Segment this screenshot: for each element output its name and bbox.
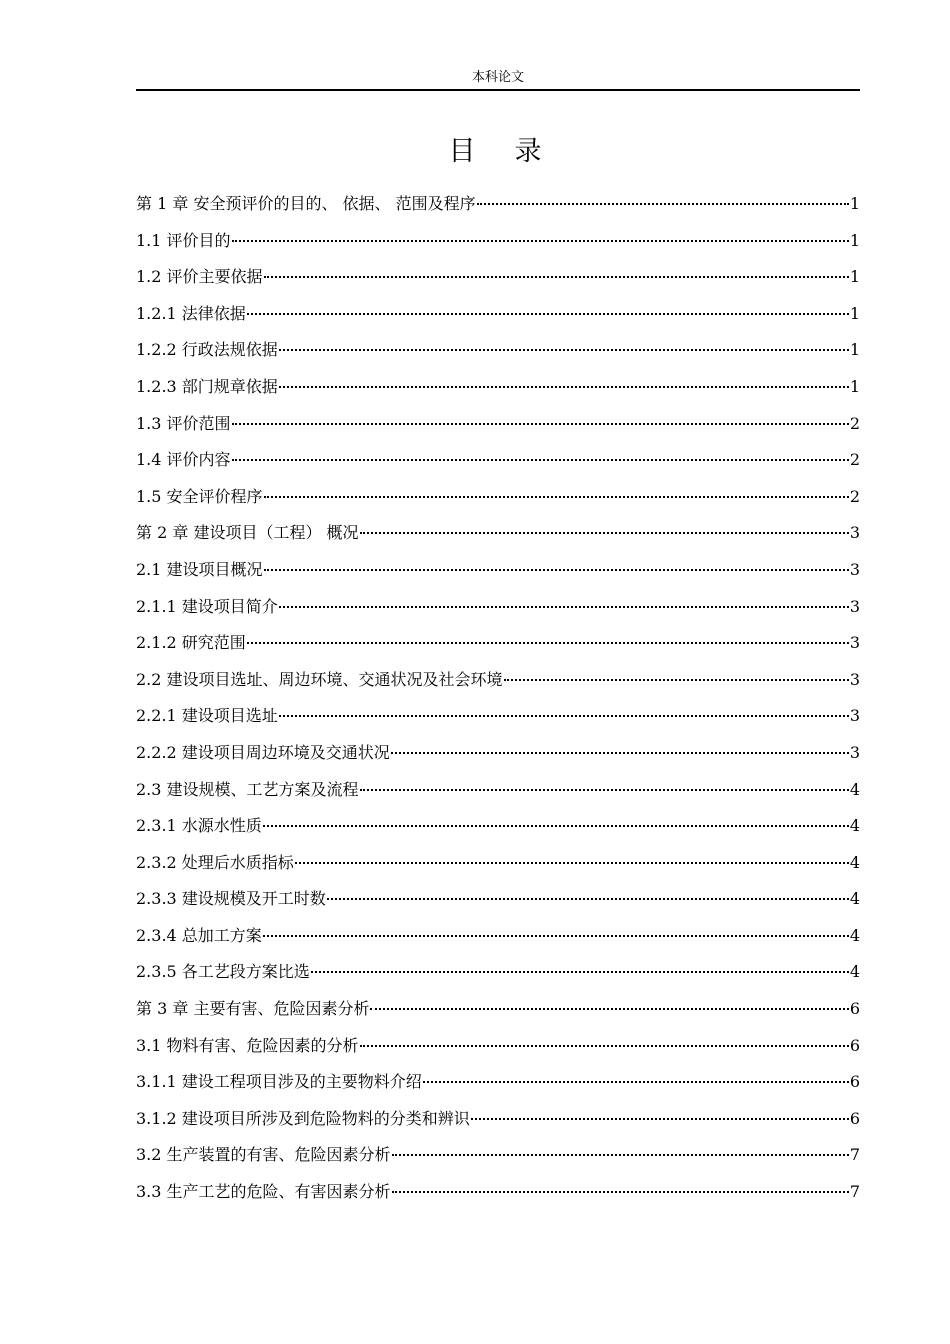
toc-entry[interactable] [136, 735, 860, 772]
toc-dot-leader [392, 1153, 849, 1156]
toc-page-number: 3 [849, 596, 860, 616]
toc-page-number: 6 [849, 999, 860, 1019]
toc-entry[interactable] [136, 808, 860, 845]
toc-entry-text: 第 3 章 主要有害、危险因素分析 [136, 999, 370, 1019]
toc-page-number: 1 [849, 230, 860, 250]
toc-entry[interactable] [136, 296, 860, 333]
toc-entry-text: 1.5 安全评价程序 [136, 486, 263, 506]
toc-page-number: 6 [849, 1072, 860, 1092]
toc-page-number: 1 [849, 267, 860, 287]
toc-dot-leader [391, 751, 849, 754]
toc-entry-text: 2.1 建设项目概况 [136, 559, 263, 579]
toc-dot-leader [360, 1044, 849, 1047]
toc-entry-text: 3.1 物料有害、危险因素的分析 [136, 1035, 359, 1055]
toc-dot-leader [279, 605, 849, 608]
toc-entry[interactable] [136, 698, 860, 735]
toc-entry[interactable] [136, 772, 860, 809]
toc-dot-leader [279, 385, 849, 388]
toc-dot-leader [263, 934, 849, 937]
toc-entry-text: 2.3.2 处理后水质指标 [136, 852, 294, 872]
toc-page-number: 6 [849, 1035, 860, 1055]
toc-dot-leader [327, 897, 849, 900]
toc-entry-text: 1.2.2 行政法规依据 [136, 340, 278, 360]
toc-page-number: 3 [849, 669, 860, 689]
toc-page-number: 4 [849, 925, 860, 945]
toc-entry[interactable] [136, 552, 860, 589]
toc-dot-leader [392, 1190, 849, 1193]
toc-entry[interactable] [136, 223, 860, 260]
toc-entry[interactable] [136, 1137, 860, 1174]
toc-entry-text: 2.2.2 建设项目周边环境及交通状况 [136, 742, 390, 762]
toc-entry-text: 2.3.5 各工艺段方案比选 [136, 962, 310, 982]
toc-entry-text: 1.4 评价内容 [136, 450, 231, 470]
toc-page-number: 3 [849, 742, 860, 762]
toc-page-number: 7 [849, 1182, 860, 1202]
toc-entry[interactable] [136, 515, 860, 552]
toc-dot-leader [264, 275, 849, 278]
toc-entry-text: 3.3 生产工艺的危险、有害因素分析 [136, 1182, 391, 1202]
toc-dot-leader [232, 239, 849, 242]
toc-entry[interactable] [136, 1174, 860, 1211]
toc-page-number: 1 [849, 303, 860, 323]
toc-dot-leader [264, 495, 849, 498]
toc-entry-text: 1.1 评价目的 [136, 230, 231, 250]
toc-entry[interactable] [136, 259, 860, 296]
toc-page-number: 1 [849, 194, 860, 213]
toc-entry-text: 2.3.3 建设规模及开工时数 [136, 889, 326, 909]
toc-entry[interactable] [136, 1101, 860, 1138]
toc-dot-leader [370, 1007, 848, 1010]
toc-dot-leader [279, 714, 849, 717]
toc-entry-text: 2.2.1 建设项目选址 [136, 706, 278, 726]
toc-entry[interactable] [136, 845, 860, 882]
toc-entry[interactable] [136, 918, 860, 955]
toc-entry-text: 1.3 评价范围 [136, 413, 231, 433]
toc-page-number: 4 [849, 962, 860, 982]
toc-entry-text: 3.2 生产装置的有害、危险因素分析 [136, 1145, 391, 1165]
toc-entry[interactable] [136, 589, 860, 626]
toc-entry[interactable] [136, 1028, 860, 1065]
toc-dot-leader [311, 970, 849, 973]
toc-page-number: 4 [849, 852, 860, 872]
toc-entry-text: 1.2.3 部门规章依据 [136, 376, 278, 396]
toc-dot-leader [264, 568, 849, 571]
page-header: 本科论文 [136, 66, 860, 91]
toc-dot-leader [477, 202, 849, 205]
toc-dot-leader [279, 348, 849, 351]
toc-page-number: 3 [849, 706, 860, 726]
toc-entry[interactable] [136, 991, 860, 1028]
toc-dot-leader [247, 641, 849, 644]
toc-page-number: 2 [849, 486, 860, 506]
toc-dot-leader [504, 678, 849, 681]
toc-entry[interactable] [136, 479, 860, 516]
toc-dot-leader [295, 861, 849, 864]
toc-entry[interactable] [136, 954, 860, 991]
toc-entry-text: 第 1 章 安全预评价的目的、 依据、 范围及程序 [136, 194, 476, 213]
toc-entry[interactable] [136, 625, 860, 662]
toc-dot-leader [471, 1117, 849, 1120]
toc-entry-text: 2.1.1 建设项目简介 [136, 596, 278, 616]
toc-page-number: 4 [849, 816, 860, 836]
toc-entry[interactable] [136, 662, 860, 699]
toc-entry[interactable] [136, 1064, 860, 1101]
toc-entry-text: 2.3.4 总加工方案 [136, 925, 262, 945]
toc-entry[interactable] [136, 442, 860, 479]
toc-page-number: 1 [849, 340, 860, 360]
toc-entry[interactable] [136, 406, 860, 443]
toc-page-number: 6 [849, 1108, 860, 1128]
toc-dot-leader [232, 422, 849, 425]
toc-page-number: 3 [849, 523, 860, 543]
toc-page-number: 7 [849, 1145, 860, 1165]
toc-entry-text: 第 2 章 建设项目（工程） 概况 [136, 523, 359, 543]
toc-page-number: 2 [849, 450, 860, 470]
toc-entry-text: 2.3.1 水源水性质 [136, 816, 262, 836]
table-of-contents [136, 186, 860, 1211]
toc-entry-text: 1.2 评价主要依据 [136, 267, 263, 287]
toc-entry[interactable] [136, 369, 860, 406]
toc-dot-leader [360, 788, 849, 791]
toc-entry-text: 2.3 建设规模、工艺方案及流程 [136, 779, 359, 799]
toc-page-number: 3 [849, 633, 860, 653]
toc-page-number: 4 [849, 889, 860, 909]
toc-dot-leader [360, 531, 849, 534]
toc-page-number: 1 [849, 376, 860, 396]
toc-dot-leader [232, 458, 849, 461]
toc-page-number: 3 [849, 559, 860, 579]
toc-entry[interactable] [136, 332, 860, 369]
toc-page-number: 4 [849, 779, 860, 799]
toc-entry-text: 3.1.2 建设项目所涉及到危险物料的分类和辨识 [136, 1108, 470, 1128]
toc-dot-leader [263, 824, 849, 827]
toc-page-number: 2 [849, 413, 860, 433]
toc-dot-leader [423, 1080, 849, 1083]
toc-entry-text: 1.2.1 法律依据 [136, 303, 246, 323]
toc-entry-text: 2.2 建设项目选址、周边环境、交通状况及社会环境 [136, 669, 503, 689]
toc-entry[interactable] [136, 881, 860, 918]
toc-entry[interactable] [136, 186, 860, 223]
toc-title: 目 录 [448, 136, 548, 167]
toc-entry-text: 3.1.1 建设工程项目涉及的主要物料介绍 [136, 1072, 422, 1092]
toc-dot-leader [247, 312, 849, 315]
toc-entry-text: 2.1.2 研究范围 [136, 633, 246, 653]
